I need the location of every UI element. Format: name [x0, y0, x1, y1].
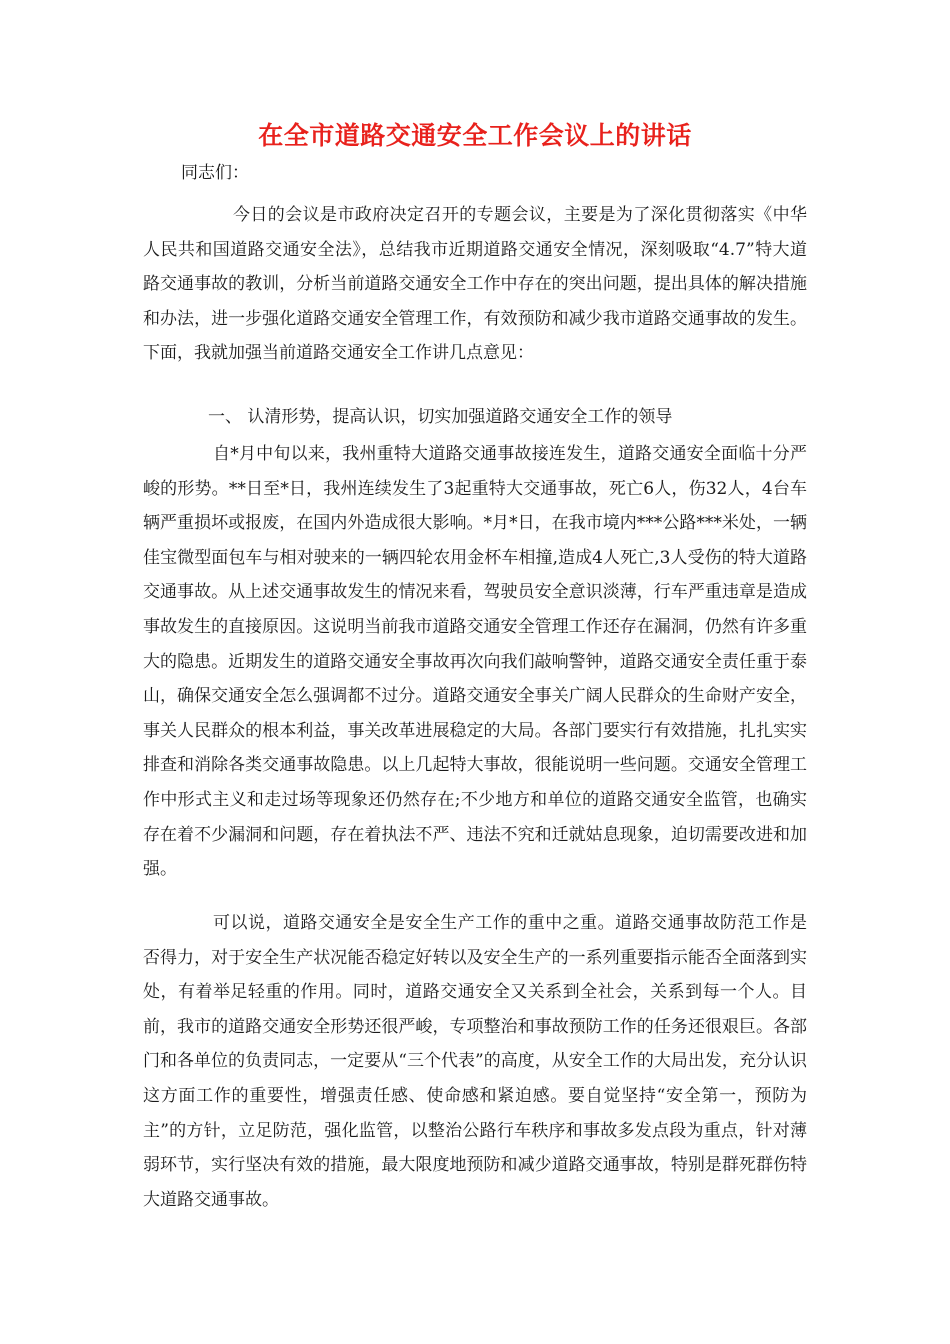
paragraph-situation: 自*月中旬以来，我州重特大道路交通事故接连发生，道路交通安全面临十分严峻的形势。**日至*日，我州连续发生了3起重特大交通事故，死亡6人，伤32人，4台车辆严重损坏或报废，在国内外造成很大影响。*月*日，在我市境内***公路***米处，一辆佳宝微型面包车与相对驶来的一辆四轮农用金杯车相撞,造成4人死亡,3人受伤的特大道路交通事故。从上述交通事故发生的情况来看，驾驶员安全意识淡薄，行车严重违章是造成事故发生的直接原因。这说明当前我市道路交通安全管理工作还存在漏洞，仍然有许多重大的隐患。近期发生的道路交通安全事故再次向我们敲响警钟，道路交通安全责任重于泰山，确保交通安全怎么强调都不过分。道路交通安全事关广阔人民群众的生命财产安全，事关人民群众的根本利益，事关改革进展稳定的大局。各部门要实行有效措施，扎扎实实排查和消除各类交通事故隐患。以上几起特大事故，很能说明一些问题。交通安全管理工作中形式主义和走过场等现象还仍然存在;不少地方和单位的道路交通安全监管，也确实存在着不少漏洞和问题，存在着执法不严、违法不究和迁就姑息现象，迫切需要改进和加强。: [143, 444, 807, 880]
paragraph-importance: 可以说，道路交通安全是安全生产工作的重中之重。道路交通事故防范工作是否得力，对于安全生产状况能否稳定好转以及安全生产的一系列重要指示能否全面落到实处，有着举足轻重的作用。同时，道路交通安全又关系到全社会，关系到每一个人。目前，我市的道路交通安全形势还很严峻，专项整治和事故预防工作的任务还很艰巨。各部门和各单位的负责同志，一定要从“三个代表”的高度，从安全工作的大局出发，充分认识这方面工作的重要性，增强责任感、使命感和紧迫感。要自觉坚持“安全第一，预防为主”的方针，立足防范，强化监管，以整治公路行车秩序和事故多发点段为重点，针对薄弱环节，实行坚决有效的措施，最大限度地预防和减少道路交通事故，特别是群死群伤特大道路交通事故。: [143, 913, 807, 1210]
salutation: 同志们：: [181, 163, 249, 183]
document-title: 在全市道路交通安全工作会议上的讲话: [258, 121, 692, 150]
paragraph-intro: 今日的会议是市政府决定召开的专题会议，主要是为了深化贯彻落实《中华人民共和国道路交通安全法》，总结我市近期道路交通安全情况，深刻吸取“4.7”特大道路交通事故的教训，分析当前道路交通安全工作中存在的突出问题，提出具体的解决措施和办法，进一步强化道路交通安全管理工作，有效预防和减少我市道路交通事故的发生。下面，我就加强当前道路交通安全工作讲几点意见：: [143, 205, 807, 364]
section-heading: 一、 认清形势，提高认识，切实加强道路交通安全工作的领导: [208, 407, 673, 427]
